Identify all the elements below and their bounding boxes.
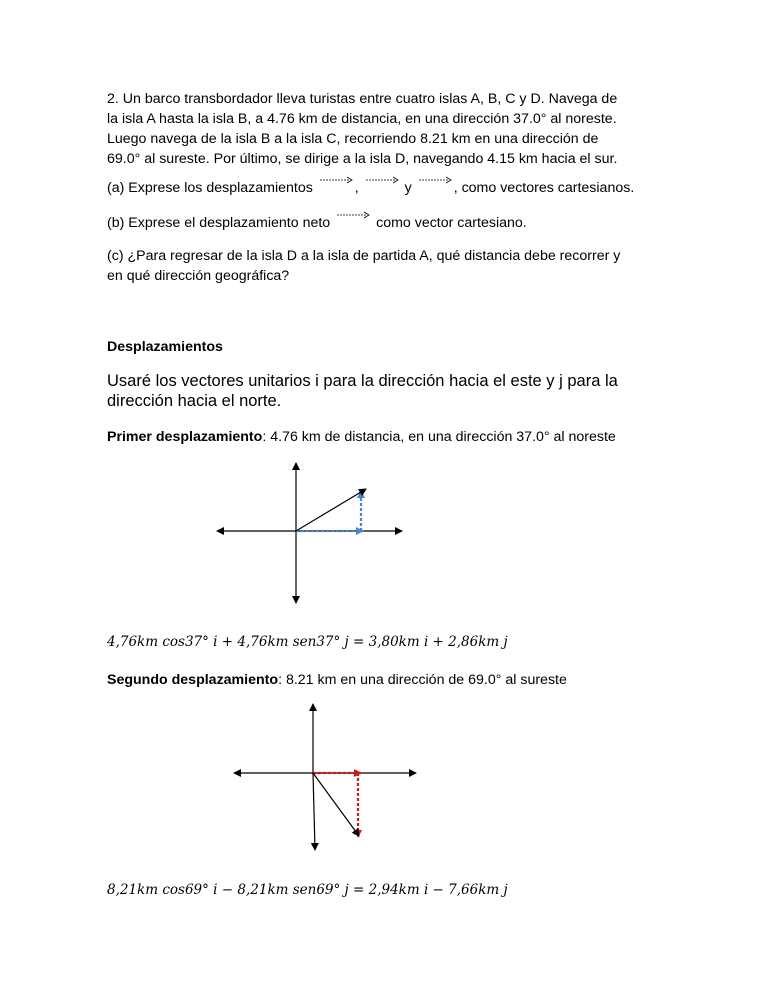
part-a-sep1: , xyxy=(354,180,359,196)
vector-arrow-icon xyxy=(319,176,353,184)
intro-text xyxy=(107,371,667,411)
displacement-vector xyxy=(296,489,366,531)
first-displacement-diagram xyxy=(200,455,420,610)
part-a xyxy=(107,176,667,198)
part-a-prefix: (a) Exprese los desplazamientos xyxy=(107,180,313,196)
section-title: Desplazamientos xyxy=(107,339,223,355)
vector-arrow-icon xyxy=(365,176,399,184)
second-displacement-equation: 8,21km cos69° i − 8,21km sen69° j = 2,94km i − 7,66km j xyxy=(107,882,508,898)
part-b-prefix: (b) Exprese el desplazamiento neto xyxy=(107,215,331,231)
displacement-vector xyxy=(313,773,359,836)
first-displacement-heading xyxy=(107,427,667,447)
part-a-suffix: , como vectores cartesianos. xyxy=(453,180,635,196)
second-displacement-heading xyxy=(107,670,667,690)
intro-line-1: Usaré los vectores unitarios i para la dirección hacia el este y j para la xyxy=(107,372,618,390)
part-a-sep2: y xyxy=(404,180,412,196)
problem-line-4: 69.0° al sureste. Por último, se dirige a la isla D, navegando 4.15 km hacia el sur. xyxy=(107,151,618,167)
first-displacement-equation: 4,76km cos37° i + 4,76km sen37° j = 3,80km i + 2,86km j xyxy=(107,634,508,650)
first-displacement-text: : 4.76 km de distancia, en una dirección 37.0° al noreste xyxy=(262,429,616,445)
axis-y-negative xyxy=(313,773,315,850)
problem-line-2: la isla A hasta la isla B, a 4.76 km de distancia, en una dirección 37.0° al noreste. xyxy=(107,111,617,127)
part-c-line-2: en qué dirección geográfica? xyxy=(107,268,290,284)
second-displacement-diagram xyxy=(225,700,430,860)
first-displacement-label: Primer desplazamiento xyxy=(107,429,263,445)
second-displacement-text: : 8.21 km en una dirección de 69.0° al sureste xyxy=(278,672,567,688)
vector-arrow-icon xyxy=(336,211,370,219)
part-b xyxy=(107,211,667,233)
part-c-line-1: (c) ¿Para regresar de la isla D a la isla de partida A, qué distancia debe recorrer y xyxy=(107,248,621,264)
part-c xyxy=(107,246,667,286)
problem-statement xyxy=(107,89,667,169)
problem-line-3: Luego navega de la isla B a la isla C, recorriendo 8.21 km en una dirección de xyxy=(107,131,599,147)
vector-arrow-icon xyxy=(418,176,452,184)
problem-line-1: 2. Un barco transbordador lleva turistas entre cuatro islas A, B, C y D. Navega de xyxy=(107,91,618,107)
part-b-suffix: como vector cartesiano. xyxy=(376,215,527,231)
intro-line-2: dirección hacia el norte. xyxy=(107,392,282,410)
second-displacement-label: Segundo desplazamiento xyxy=(107,672,279,688)
